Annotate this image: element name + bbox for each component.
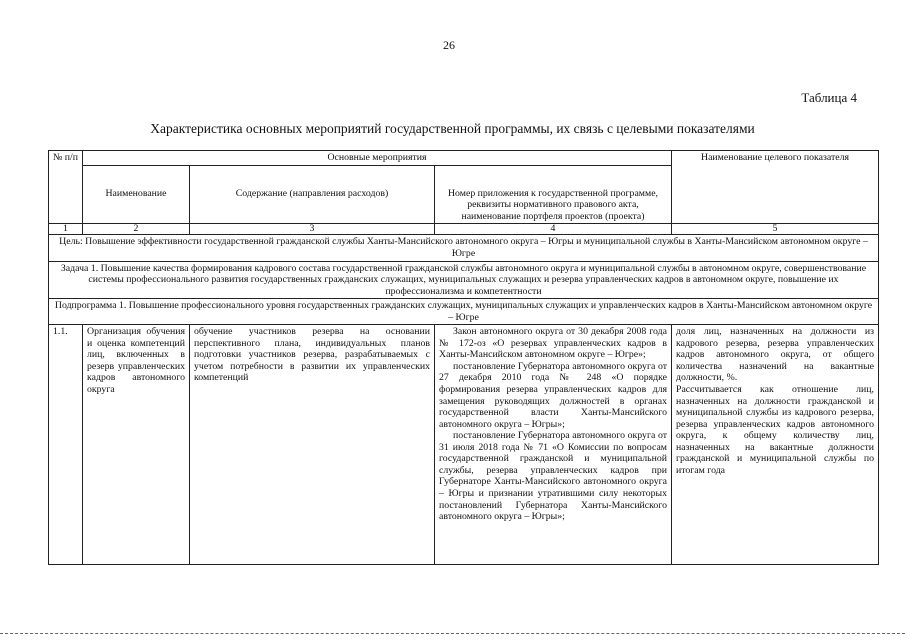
measures-table (48, 150, 879, 565)
goal-text: Цель: Повышение эффективности государственной гражданской службы Ханты-Мансийского автономного округа – Югры и муниципальной службы в Ханты-Мансийском автономном округе – Югре (49, 235, 879, 261)
header-main-measures: Основные мероприятия (83, 151, 672, 166)
header-row-top (49, 151, 879, 166)
row-content: обучение участников резерва на основании перспективного плана, индивидуальных планов подготовки участников резерва, разрабатываемых с учетом потребности в развитии их управленческих компетенций (190, 325, 435, 565)
header-content: Содержание (направления расходов) (190, 165, 435, 224)
appendix-item: постановление Губернатора автономного округа от 31 июля 2018 года № 71 «О Комиссии по вопросам государственной гражданской и муниципальной службы, резерва управленческих кадров при Губернаторе Ханты-Мансийского автономного округа – Югры и признании утратившими силу некоторых постановлений Губернатора Ханты-Мансийского автономного округа – Югры»; (439, 430, 667, 523)
header-name: Наименование (83, 165, 190, 224)
indicator-item: доля лиц, назначенных на должности из кадрового резерва, резерва управленческих кадров автономного округа, от общего количества назначений на вакантные должности, %. (676, 326, 874, 384)
subprogram-text: Подпрограмма 1. Повышение профессионального уровня государственных гражданских служащих, муниципальных служащих и управленческих кадров в Ханты-Мансийском автономном округе – Югре (49, 299, 879, 325)
appendix-item: постановление Губернатора автономного округа от 27 декабря 2010 года № 248 «О порядке формирования резерва управленческих кадров для замещения руководящих должностей в органах государственной власти Ханты-Мансийского автономного округа – Югры»; (439, 360, 667, 430)
header-num: № п/п (49, 151, 83, 224)
scan-edge-line (0, 633, 905, 634)
table-row (49, 325, 879, 565)
appendix-item: Закон автономного округа от 30 декабря 2008 года № 172-оз «О резервах управленческих кадров в Ханты-Мансийском автономном округе – Югре»; (439, 326, 667, 361)
column-number: 3 (190, 224, 435, 235)
task-row (49, 261, 879, 299)
column-number: 2 (83, 224, 190, 235)
document-title: Характеристика основных мероприятий государственной программы, их связь с целевыми показателями (150, 121, 755, 136)
header-appendix: Номер приложения к государственной программе, реквизиты нормативного правового акта, наименование портфеля проектов (проекта) (435, 165, 672, 224)
goal-row (49, 235, 879, 261)
row-name: Организация обучения и оценка компетенций лиц, включенных в резерв управленческих кадров автономного округа (83, 325, 190, 565)
column-number: 1 (49, 224, 83, 235)
row-appendix (435, 325, 672, 565)
row-num: 1.1. (49, 325, 83, 565)
column-numbers-row (49, 224, 879, 235)
table-label: Таблица 4 (801, 90, 857, 105)
header-indicator: Наименование целевого показателя (672, 151, 879, 224)
task-text: Задача 1. Повышение качества формирования кадрового состава государственной гражданской службы автономного округа и муниципальной службы в автономном округе, совершенствование системы профессионального развития государственных гражданских служащих, муниципальных служащих и резерва управленческих кадров в автономном округе, повышение их профессионализма и компетентности (49, 261, 879, 299)
row-indicator (672, 325, 879, 565)
column-number: 4 (435, 224, 672, 235)
column-number: 5 (672, 224, 879, 235)
indicator-item: Рассчитывается как отношение лиц, назначенных на должности гражданской и муниципальной службы из кадрового резерва, резерва управленческих кадров автономного округа, к общему количеству лиц, назначенных на вакантные должности гражданской и муниципальной службы по итогам года (676, 384, 874, 476)
page-number: 26 (443, 38, 455, 52)
subprogram-row (49, 299, 879, 325)
